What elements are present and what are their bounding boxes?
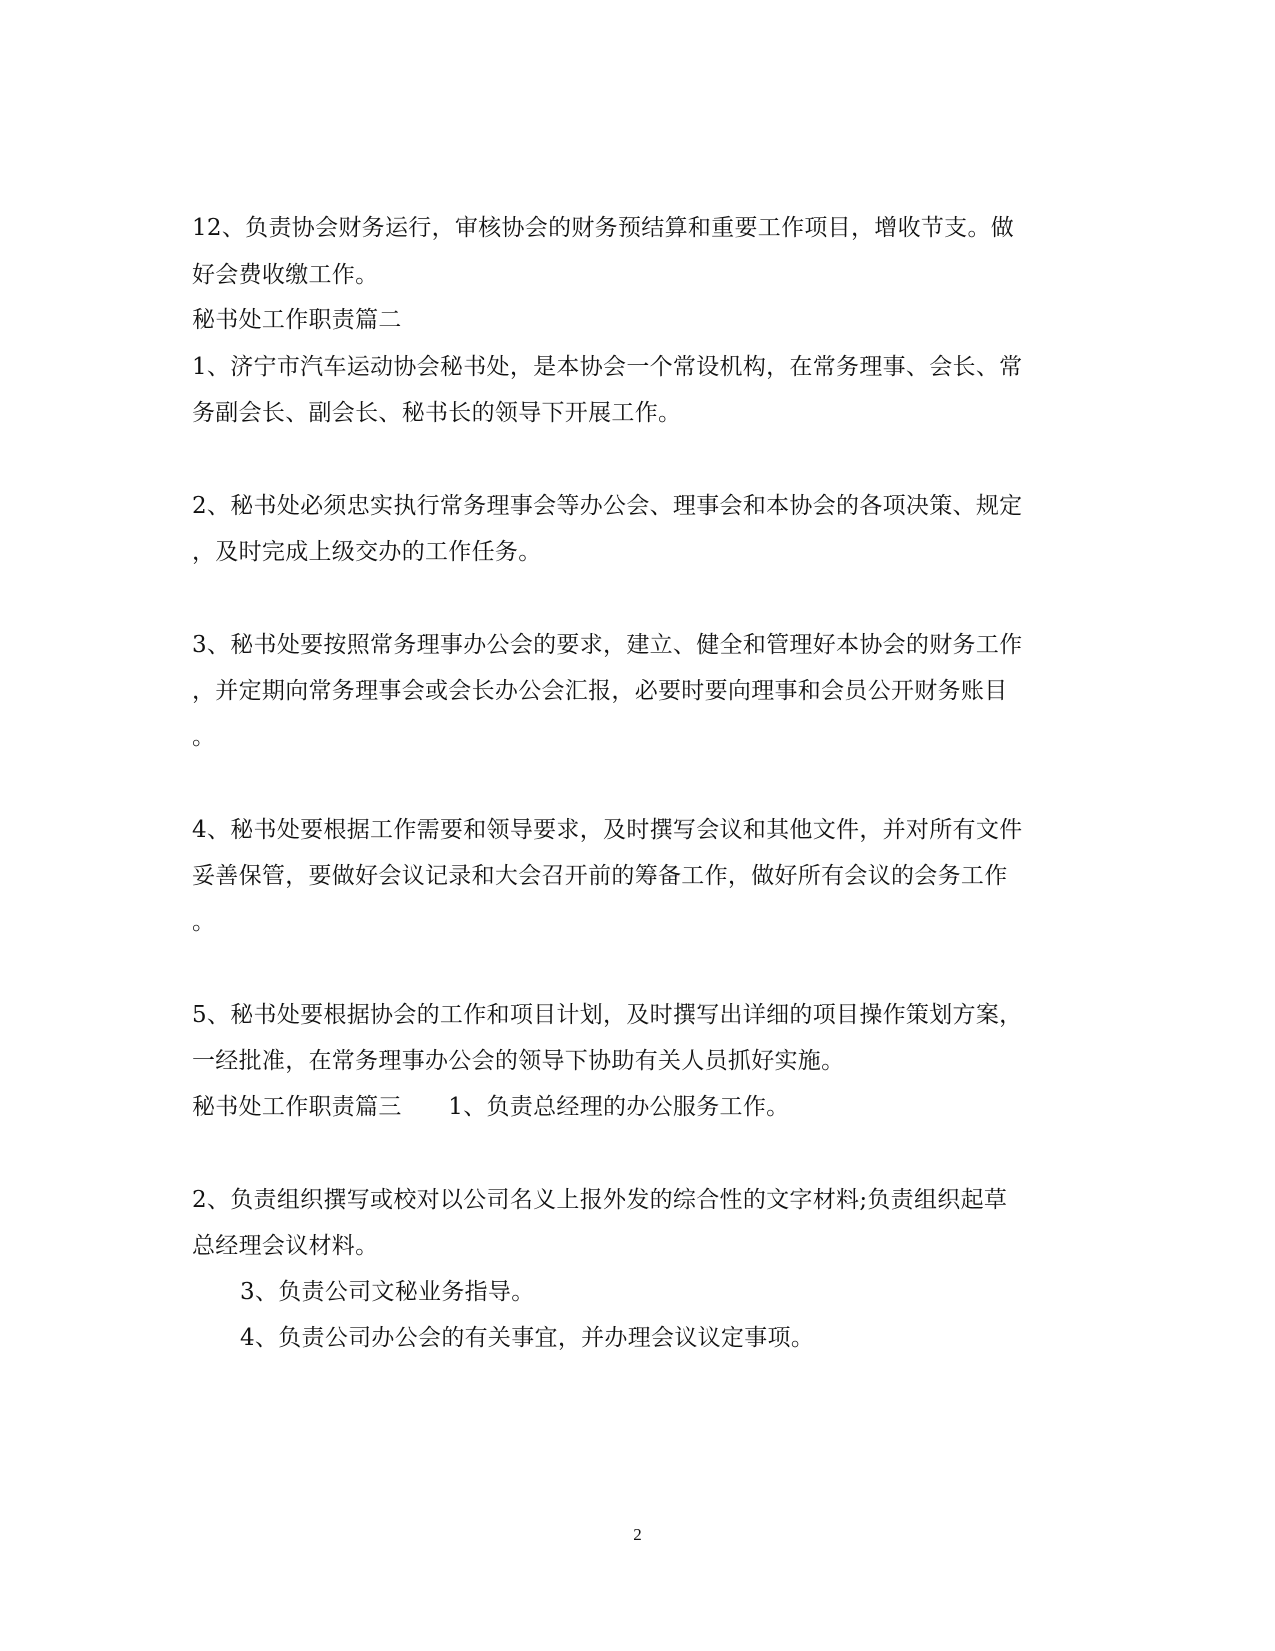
paragraph-line: 4、秘书处要根据工作需要和领导要求，及时撰写会议和其他文件，并对所有文件	[192, 817, 1023, 843]
paragraph-line: ，并定期向常务理事会或会长办公会汇报，必要时要向理事和会员公开财务账目	[192, 678, 1008, 704]
paragraph-line: 12、负责协会财务运行，审核协会的财务预结算和重要工作项目，增收节支。做	[192, 215, 1015, 241]
paragraph-line: 2、负责组织撰写或校对以公司名义上报外发的综合性的文字材料;负责组织起草	[192, 1187, 1008, 1213]
paragraph-line: 务副会长、副会长、秘书长的领导下开展工作。	[192, 400, 682, 426]
paragraph-line: 1、济宁市汽车运动协会秘书处，是本协会一个常设机构，在常务理事、会长、常	[192, 354, 1023, 380]
page-number: 2	[633, 1525, 642, 1544]
paragraph-line: 4、负责公司办公会的有关事宜，并办理会议议定事项。	[240, 1325, 815, 1351]
paragraph-line: 3、秘书处要按照常务理事办公会的要求，建立、健全和管理好本协会的财务工作	[192, 632, 1023, 658]
section-heading: 秘书处工作职责篇二	[192, 307, 402, 333]
paragraph-line: 。	[192, 724, 216, 750]
paragraph-line: 3、负责公司文秘业务指导。	[240, 1279, 535, 1305]
paragraph-line: ，及时完成上级交办的工作任务。	[192, 539, 542, 565]
paragraph-line: 5、秘书处要根据协会的工作和项目计划，及时撰写出详细的项目操作策划方案，	[192, 1002, 1023, 1028]
paragraph-line: 好会费收缴工作。	[192, 262, 379, 288]
paragraph-line: 。	[192, 909, 216, 935]
paragraph-line: 妥善保管，要做好会议记录和大会召开前的筹备工作，做好所有会议的会务工作	[192, 863, 1008, 889]
paragraph-line: 总经理会议材料。	[192, 1233, 379, 1259]
paragraph-line: 2、秘书处必须忠实执行常务理事会等办公会、理事会和本协会的各项决策、规定	[192, 493, 1023, 519]
section-heading: 秘书处工作职责篇三 1、负责总经理的办公服务工作。	[192, 1094, 790, 1120]
paragraph-line: 一经批准，在常务理事办公会的领导下协助有关人员抓好实施。	[192, 1048, 845, 1074]
